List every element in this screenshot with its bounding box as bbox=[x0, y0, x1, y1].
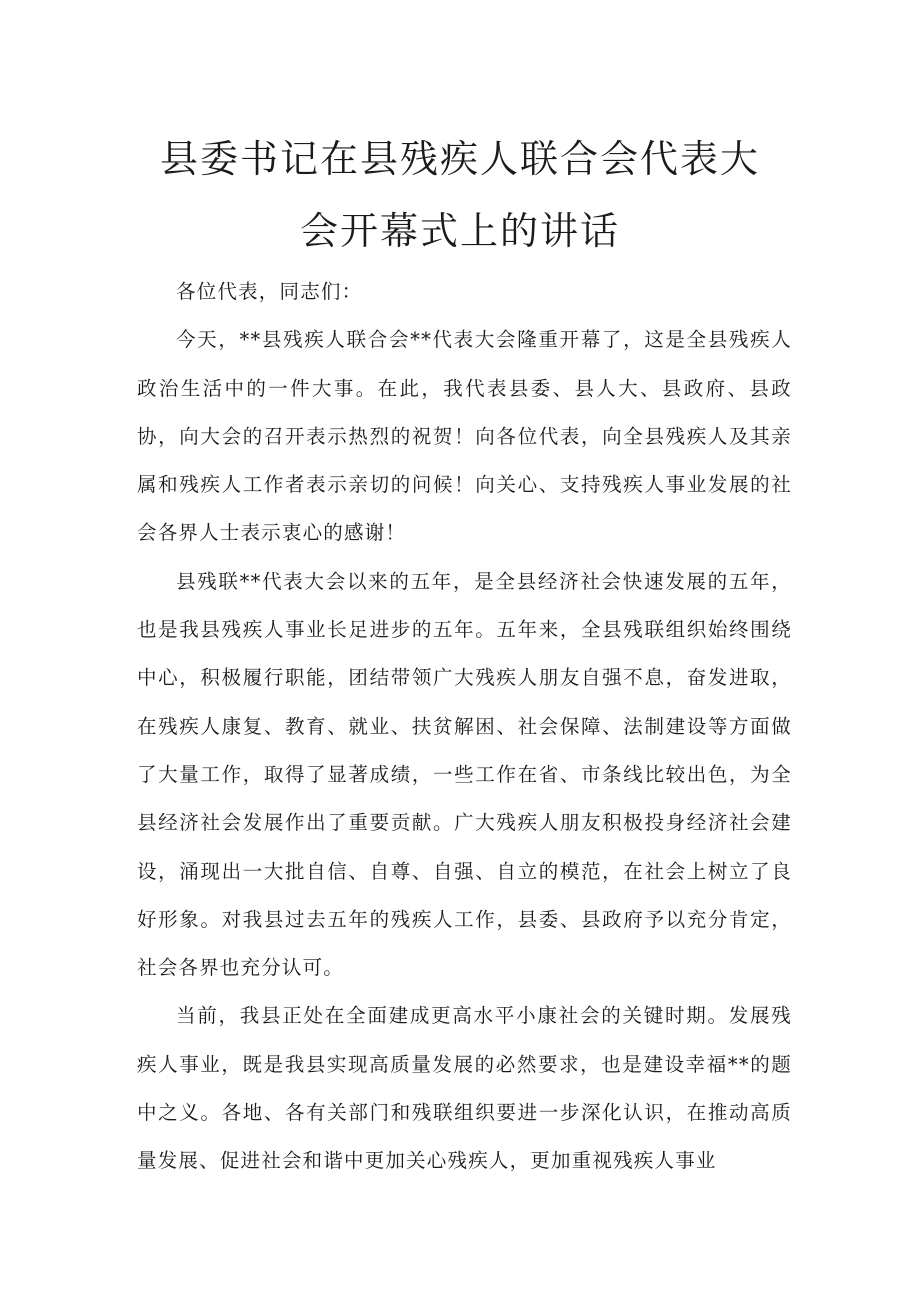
document-title-line-2: 会开幕式上的讲话 bbox=[299, 209, 620, 253]
body-paragraph-2: 县残联**代表大会以来的五年，是全县经济社会快速发展的五年，也是我县残疾人事业长足进步的五年。五年来，全县残联组织始终围绕中心，积极履行职能，团结带领广大残疾人朋友自强不息，奋发进取，在残疾人康复、教育、就业、扶贫解困、社会保障、法制建设等方面做了大量工作，取得了显著成绩，一些工作在省、市条线比较出色，为全县经济社会发展作出了重要贡献。广大残疾人朋友积极投身经济社会建设，涌现出一大批自信、自尊、自强、自立的模范，在社会上树立了良好形象。对我县过去五年的残疾人工作，县委、县政府予以充分肯定，社会各界也充分认可。 bbox=[137, 569, 792, 980]
body-paragraph-3: 当前，我县正处在全面建成更高水平小康社会的关键时期。发展残疾人事业，既是我县实现高质量发展的必然要求，也是建设幸福**的题中之义。各地、各有关部门和残联组织要进一步深化认识，在推动高质量发展、促进社会和谐中更加关心残疾人，更加重视残疾人事业 bbox=[137, 1004, 792, 1173]
salutation-paragraph: 各位代表，同志们： bbox=[176, 280, 363, 303]
document-body bbox=[137, 268, 792, 1186]
body-paragraph-1: 今天，**县残疾人联合会**代表大会隆重开幕了，这是全县残疾人政治生活中的一件大事。在此，我代表县委、县人大、县政府、县政协，向大会的召开表示热烈的祝贺！向各位代表，向全县残疾人及其亲属和残疾人工作者表示亲切的问候！向关心、支持残疾人事业发展的社会各界人士表示衷心的感谢！ bbox=[137, 328, 792, 545]
document-title-line-1: 县委书记在县残疾人联合会代表大 bbox=[159, 137, 760, 181]
